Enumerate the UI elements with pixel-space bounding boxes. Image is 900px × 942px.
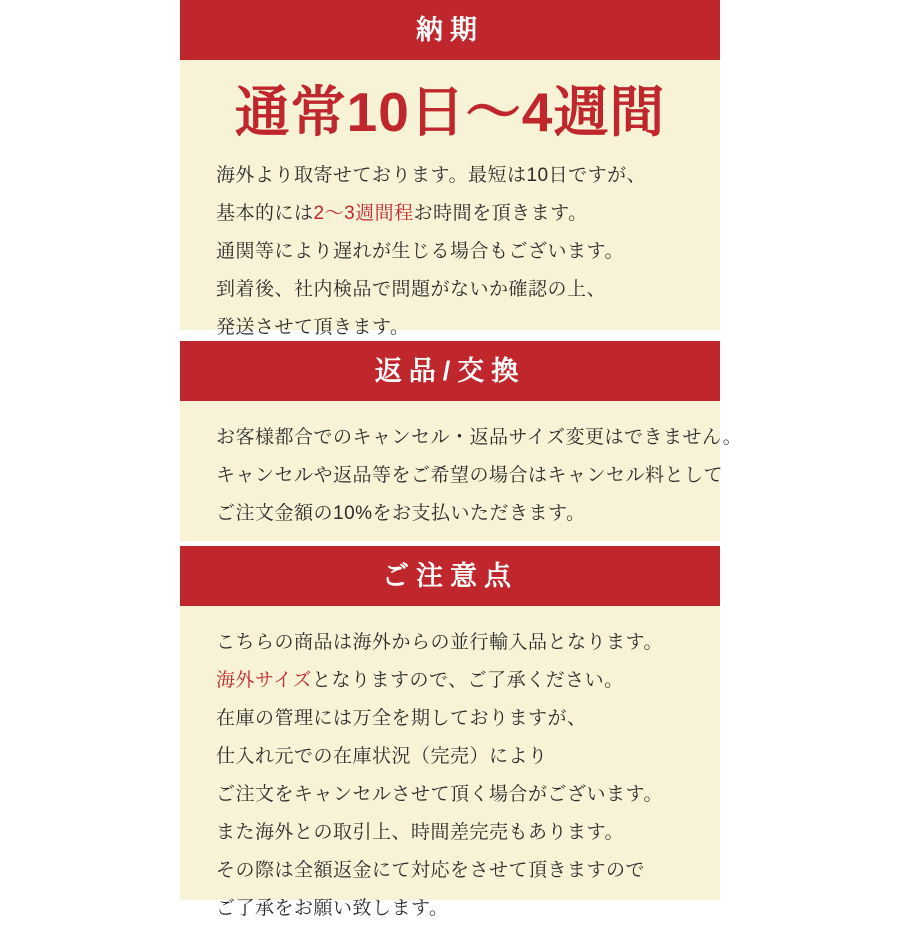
line-text: お客様都合でのキャンセル・返品サイズ変更はできません。 xyxy=(216,427,743,448)
section-returns-band-wrap xyxy=(180,341,720,401)
delivery-line xyxy=(180,233,720,271)
section-delivery-headline: 通常10日〜4週間 xyxy=(234,81,666,143)
notes-lines xyxy=(180,606,720,942)
returns-lines xyxy=(180,401,743,547)
notes-line xyxy=(180,890,720,928)
line-text: 到着後、社内検品で問題がないか確認の上、 xyxy=(216,278,607,300)
line-text: 通関等により遅れが生じる場合もございます。 xyxy=(216,240,624,262)
returns-line xyxy=(180,495,720,533)
section-delivery xyxy=(180,0,720,338)
line-text: その際は全額返金にて対応をさせて頂きますので xyxy=(216,860,646,881)
line-text: ご注文をキャンセルさせて頂く場合がございます。 xyxy=(216,784,663,805)
line-text-tail: となりますので、ご了承ください。 xyxy=(311,670,624,691)
delivery-line xyxy=(180,271,720,309)
section-delivery-band: 納期 xyxy=(180,0,720,60)
notes-line xyxy=(180,738,720,776)
line-text: ご了承をお願い致します。 xyxy=(216,898,449,919)
section-notes-band-wrap xyxy=(180,546,720,606)
notes-line xyxy=(180,662,720,700)
line-text: 基本的には xyxy=(216,202,314,224)
delivery-line xyxy=(180,157,720,195)
section-delivery-body xyxy=(180,157,720,361)
line-text: こちらの商品は海外からの並行輸入品となります。 xyxy=(216,632,663,653)
returns-line xyxy=(180,457,724,495)
section-returns-band: 返品/交換 xyxy=(180,341,720,401)
line-text: 発送させて頂きます。 xyxy=(216,316,410,338)
line-text: 在庫の管理には万全を期しておりますが、 xyxy=(216,708,587,729)
notes-line xyxy=(180,814,720,852)
line-emphasis: 2〜3週間程 xyxy=(313,202,414,224)
section-returns-body xyxy=(180,401,743,541)
line-emphasis: 海外サイズ xyxy=(216,670,312,691)
notes-line xyxy=(180,624,720,662)
delivery-line xyxy=(180,195,720,233)
line-text: キャンセルや返品等をご希望の場合はキャンセル料として xyxy=(216,465,724,486)
line-text: 海外より取寄せております。最短は10日ですが、 xyxy=(216,164,647,186)
returns-line xyxy=(180,419,743,457)
line-text-tail: お時間を頂きます。 xyxy=(413,202,588,224)
line-text: ご注文金額の10%をお支払いただきます。 xyxy=(216,503,586,524)
notes-line xyxy=(180,852,720,890)
line-text: 仕入れ元での在庫状況（完売）により xyxy=(216,746,548,767)
section-notes-body xyxy=(180,606,720,919)
notes-line xyxy=(180,776,720,814)
line-text: また海外との取引上、時間差完売もあります。 xyxy=(216,822,624,843)
section-notes-band: ご注意点 xyxy=(180,546,720,606)
notes-line xyxy=(180,700,720,738)
